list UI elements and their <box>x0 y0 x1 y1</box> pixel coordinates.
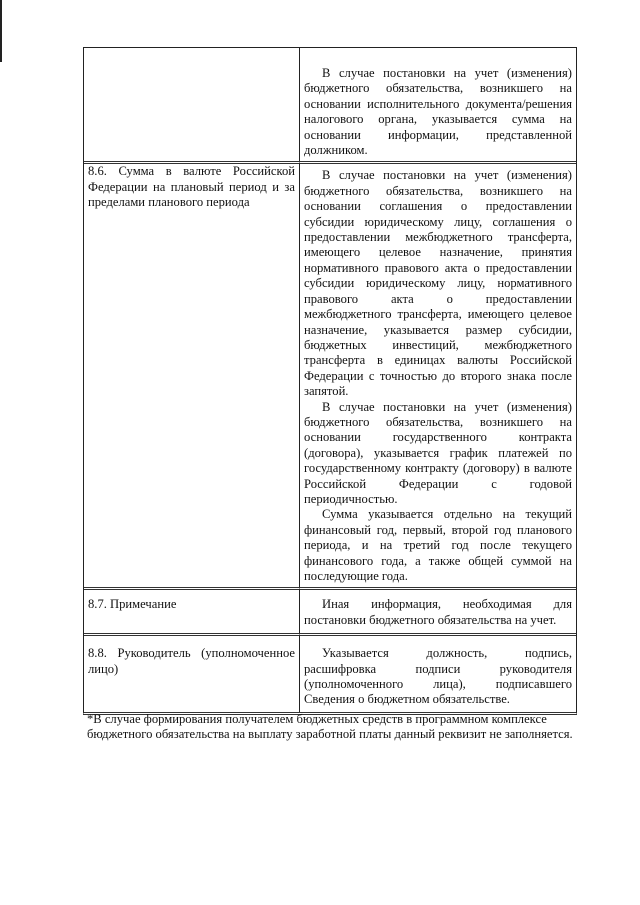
table-row <box>84 161 576 587</box>
description-paragraph: Сумма указывается отдельно на текущий финансовый год, первый, второй год планового периода, и на третий год после текущего финансового года, а также общей суммой на последующие года. <box>304 507 572 583</box>
requisite-name-cell: 8.6. Сумма в валюте Российской Федерации на плановый период и за пределами планового периода <box>84 161 300 587</box>
description-paragraph: В случае постановки на учет (изменения) бюджетного обязательства, возникшего на основании государственного контракта (договора), указывается график платежей по государственному контракту (договору) в валюте Российской Федерации с годовой периодичностью. <box>304 399 572 506</box>
table-row <box>84 587 576 633</box>
description-paragraph: В случае постановки на учет (изменения) бюджетного обязательства, возникшего на основании исполнительного документа/решения налогового органа, указывается сумма на основании информации, представленной должником. <box>304 66 572 158</box>
requisite-name-cell: 8.7. Примечание <box>84 587 300 633</box>
table-row <box>84 633 576 712</box>
requisites-table <box>83 47 577 715</box>
table-row <box>84 48 576 161</box>
description-paragraph: Указывается должность, подпись, расшифровка подписи руководителя (уполномоченного лица), подписавшего Сведения о бюджетном обязательстве. <box>304 646 572 707</box>
description-paragraph: Иная информация, необходимая для постановки бюджетного обязательства на учет. <box>304 597 572 627</box>
page-edge-line <box>0 0 2 62</box>
requisite-description-cell <box>300 48 576 161</box>
footnote: *В случае формирования получателем бюджетных средств в программном комплексе бюджетного обязательства на выплату заработной платы данный реквизит не заполняется. <box>87 712 573 742</box>
requisite-description-cell <box>300 633 576 712</box>
requisite-name-cell: 8.8. Руководитель (уполномоченное лицо) <box>84 633 300 712</box>
requisite-description-cell <box>300 161 576 587</box>
requisite-description-cell <box>300 587 576 633</box>
description-paragraph: В случае постановки на учет (изменения) бюджетного обязательства, возникшего на основании соглашения о предоставлении субсидии юридическому лицу, соглашения о предоставлении межбюджетного трансферта, имеющего целевое назначение, принятия нормативного правового акта о предоставлении субсидии юридическому лицу, нормативного правового акта о предоставлении межбюджетного трансферта, имеющего целевое назначение, указывается размер субсидии, бюджетных инвестиций, межбюджетного трансферта в единицах валюты Российской Федерации с точностью до второго знака после запятой. <box>304 168 572 399</box>
requisite-name-cell <box>84 48 300 161</box>
